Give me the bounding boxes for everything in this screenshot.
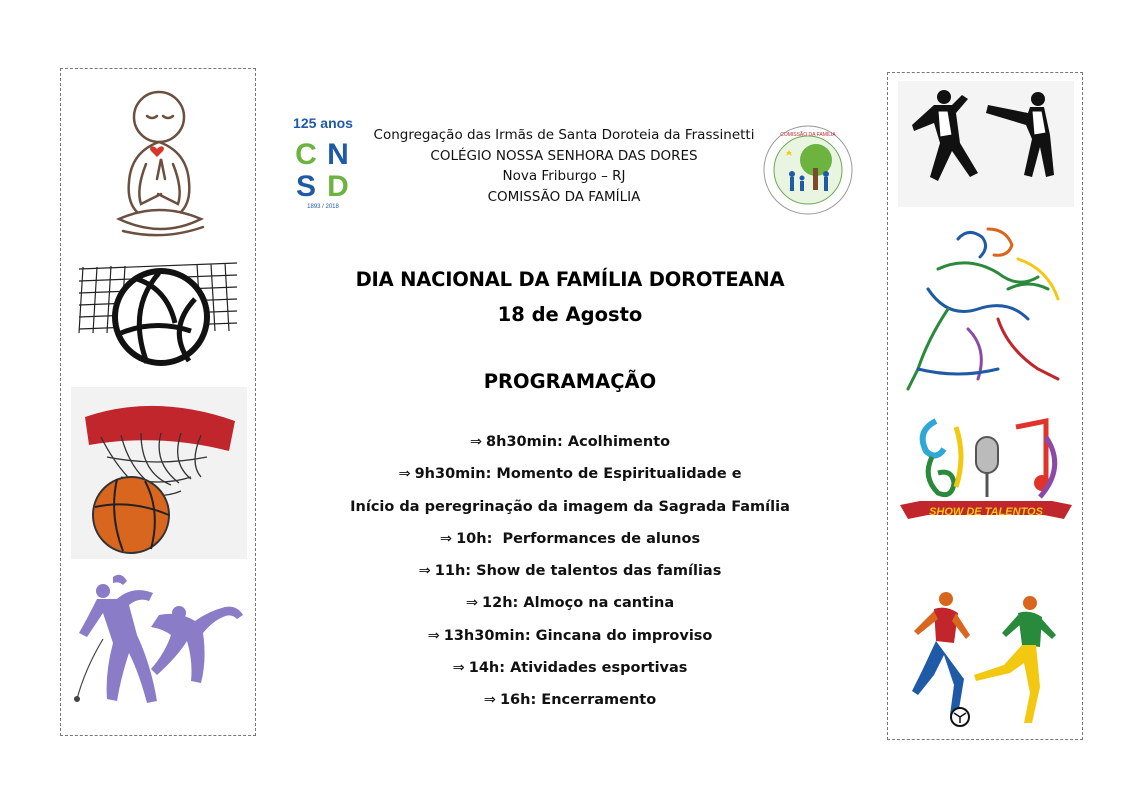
svg-text:S: S (295, 170, 317, 203)
list-item (300, 688, 840, 720)
basketball-hoop-image (71, 387, 247, 559)
martial-arts-sketch-image (898, 219, 1074, 397)
volleyball-net-image (77, 261, 241, 369)
item-text: Início da peregrinação da imagem da Sagrada Família (350, 498, 790, 515)
item-text: 8h30min: Acolhimento (486, 434, 671, 450)
list-item (300, 495, 840, 527)
list-item (300, 591, 840, 623)
program-heading: PROGRAMAÇÃO (483, 370, 657, 393)
svg-text:N: N (327, 138, 349, 171)
svg-text:C: C (295, 138, 317, 171)
right-image-panel (887, 72, 1083, 740)
left-image-panel (60, 68, 256, 736)
comissao-familia-logo (760, 122, 856, 218)
item-text: 14h: Atividades esportivas (468, 660, 688, 677)
list-item (300, 656, 840, 688)
congregation-line: Congregação das Irmãs de Santa Doroteia da Frassinetti (373, 127, 755, 143)
list-item (300, 462, 840, 494)
cnsd-125-anos-logo (284, 112, 362, 210)
capoeira-silhouettes-image (67, 569, 251, 729)
arrow-icon: ⇒ (465, 595, 479, 612)
show-de-talentos-image (896, 407, 1076, 547)
soccer-players-image (898, 581, 1074, 731)
svg-text:D: D (327, 170, 349, 203)
school-name-line: COLÉGIO NOSSA SENHORA DAS DORES (430, 147, 698, 164)
list-item (300, 430, 840, 462)
letterhead (284, 112, 864, 222)
item-text: 10h: Performances de alunos (456, 530, 701, 547)
event-title: DIA NACIONAL DA FAMÍLIA DOROTEANA (355, 268, 785, 291)
logo-years-text: 1893 / 2018 (307, 204, 339, 210)
item-text: 9h30min: Momento de Espiritualidade e (414, 466, 742, 483)
logo-ring-text: COMISSÃO DA FAMÍLIA (780, 132, 836, 138)
arrow-icon: ⇒ (418, 563, 431, 580)
arrow-icon: ⇒ (452, 660, 465, 677)
item-text: 12h: Almoço na cantina (482, 595, 675, 612)
arrow-icon: ⇒ (469, 434, 483, 450)
institution-lines (364, 125, 764, 207)
arrow-icon: ⇒ (427, 627, 440, 644)
list-item (300, 559, 840, 591)
list-item (300, 624, 840, 656)
arrow-icon: ⇒ (439, 530, 453, 547)
item-text: 13h30min: Gincana do improviso (443, 627, 713, 644)
karate-fighters-image (898, 81, 1074, 207)
arrow-icon: ⇒ (398, 466, 411, 483)
commission-line: COMISSÃO DA FAMÍLIA (487, 188, 641, 205)
logo-anos-text: 125 anos (293, 115, 353, 131)
show-banner-text: SHOW DE TALENTOS (929, 506, 1043, 518)
city-line: Nova Friburgo – RJ (502, 168, 626, 184)
program-list (300, 430, 840, 721)
meditation-figure-image (101, 89, 221, 245)
item-text: 11h: Show de talentos das famílias (434, 563, 722, 580)
arrow-icon: ⇒ (483, 692, 496, 709)
list-item (300, 527, 840, 559)
item-text: 16h: Encerramento (499, 692, 657, 709)
event-date: 18 de Agosto (497, 303, 643, 326)
